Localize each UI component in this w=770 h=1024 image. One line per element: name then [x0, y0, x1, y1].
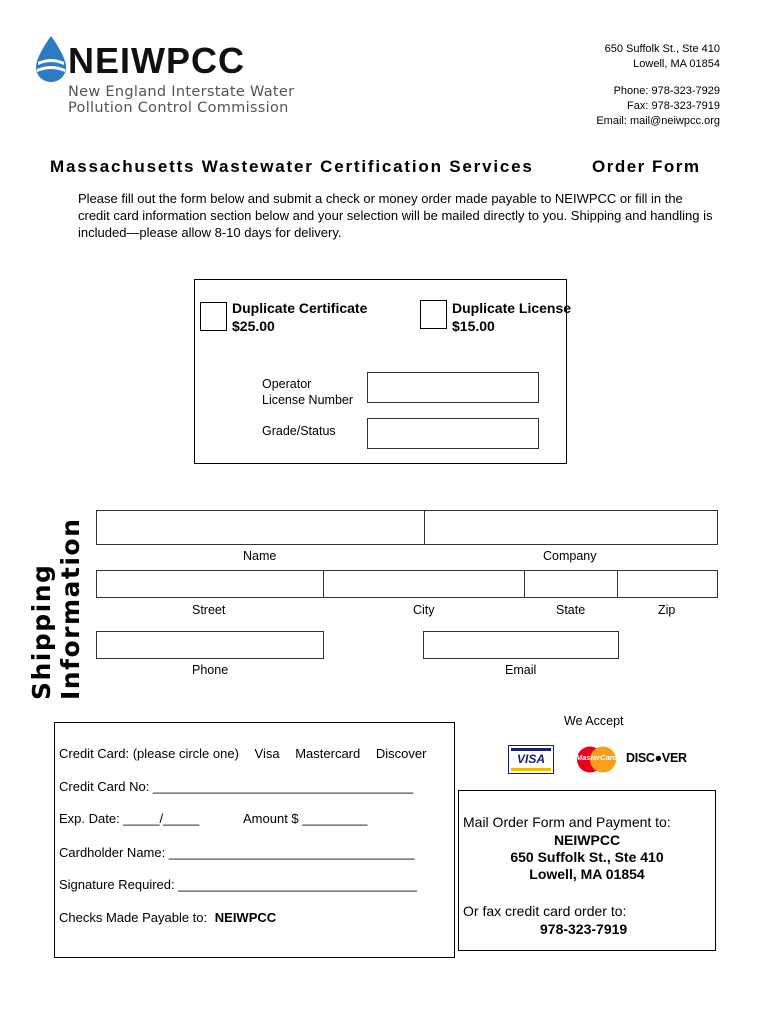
discover-option[interactable]: Discover: [375, 746, 427, 761]
duplicate-license-option: Duplicate License $15.00: [452, 300, 572, 334]
visa-logo-icon: VISA: [508, 745, 554, 774]
form-title: Order Form: [592, 157, 701, 176]
company-field[interactable]: [424, 510, 718, 545]
contact-block: Phone: 978-323-7929 Fax: 978-323-7919 Email: mail@neiwpcc.org: [596, 85, 720, 127]
company-label: Company: [543, 549, 597, 563]
name-label: Name: [243, 549, 277, 563]
fax-instruction: Or fax credit card order to:: [463, 903, 627, 919]
street-label: Street: [192, 603, 226, 617]
state-field[interactable]: [524, 570, 618, 598]
grade-status-field[interactable]: [367, 418, 539, 449]
checks-payable-line: Checks Made Payable to: NEIWPCC: [59, 910, 277, 925]
signature-field[interactable]: Signature Required: _________________________________: [59, 877, 417, 892]
city-field[interactable]: [323, 570, 525, 598]
visa-option[interactable]: Visa: [254, 746, 280, 761]
cardholder-name-field[interactable]: Cardholder Name: __________________________________: [59, 845, 415, 860]
grade-status-label: Grade/Status: [262, 424, 336, 438]
amount-field[interactable]: Amount $ _________: [243, 811, 368, 826]
shipping-heading: Shipping Information: [27, 517, 85, 700]
zip-label: Zip: [658, 603, 676, 617]
we-accept-label: We Accept: [564, 714, 624, 728]
credit-card-type-line: Credit Card: (please circle one) Visa Mastercard Discover: [59, 746, 427, 761]
duplicate-certificate-checkbox[interactable]: [200, 302, 227, 331]
email-label: Email: [505, 663, 537, 677]
mastercard-logo-icon: MasterCard: [575, 745, 618, 774]
discover-logo-icon: DISC●VER: [626, 751, 687, 765]
logo-wordmark: NEIWPCC: [68, 40, 245, 81]
license-number-field[interactable]: [367, 372, 539, 403]
email-field[interactable]: [423, 631, 619, 659]
phone-field[interactable]: [96, 631, 324, 659]
mail-heading: Mail Order Form and Payment to:: [463, 814, 671, 830]
intro-paragraph: Please fill out the form below and submit a check or money order made payable to NEIWPCC or fill in the credit card information section below and your selection will be mailed directly to you. Shipping and handling is included—please allow 8-10 days for delivery.: [78, 191, 713, 240]
name-field[interactable]: [96, 510, 425, 545]
phone-label: Phone: [192, 663, 229, 677]
state-label: State: [556, 603, 586, 617]
logo-subtitle: New England Interstate Water Pollution Control Commission: [68, 84, 295, 116]
street-field[interactable]: [96, 570, 324, 598]
mastercard-option[interactable]: Mastercard: [295, 746, 361, 761]
city-label: City: [413, 603, 435, 617]
duplicate-license-checkbox[interactable]: [420, 300, 447, 329]
water-drop-icon: [36, 36, 66, 82]
page-title: Massachusetts Wastewater Certification Services: [50, 157, 534, 176]
duplicate-certificate-option: Duplicate Certificate $25.00: [232, 300, 368, 334]
fax-number: 978-323-7919: [540, 921, 628, 937]
address-block: 650 Suffolk St., Ste 410 Lowell, MA 01854: [604, 43, 720, 70]
expiration-date-field[interactable]: Exp. Date: _____/_____: [59, 811, 200, 826]
mail-address: NEIWPCC 650 Suffolk St., Ste 410 Lowell, MA 01854: [510, 832, 664, 882]
zip-field[interactable]: [617, 570, 718, 598]
card-number-field[interactable]: Credit Card No: ____________________________________: [59, 779, 414, 794]
license-number-label: Operator License Number: [262, 377, 354, 407]
